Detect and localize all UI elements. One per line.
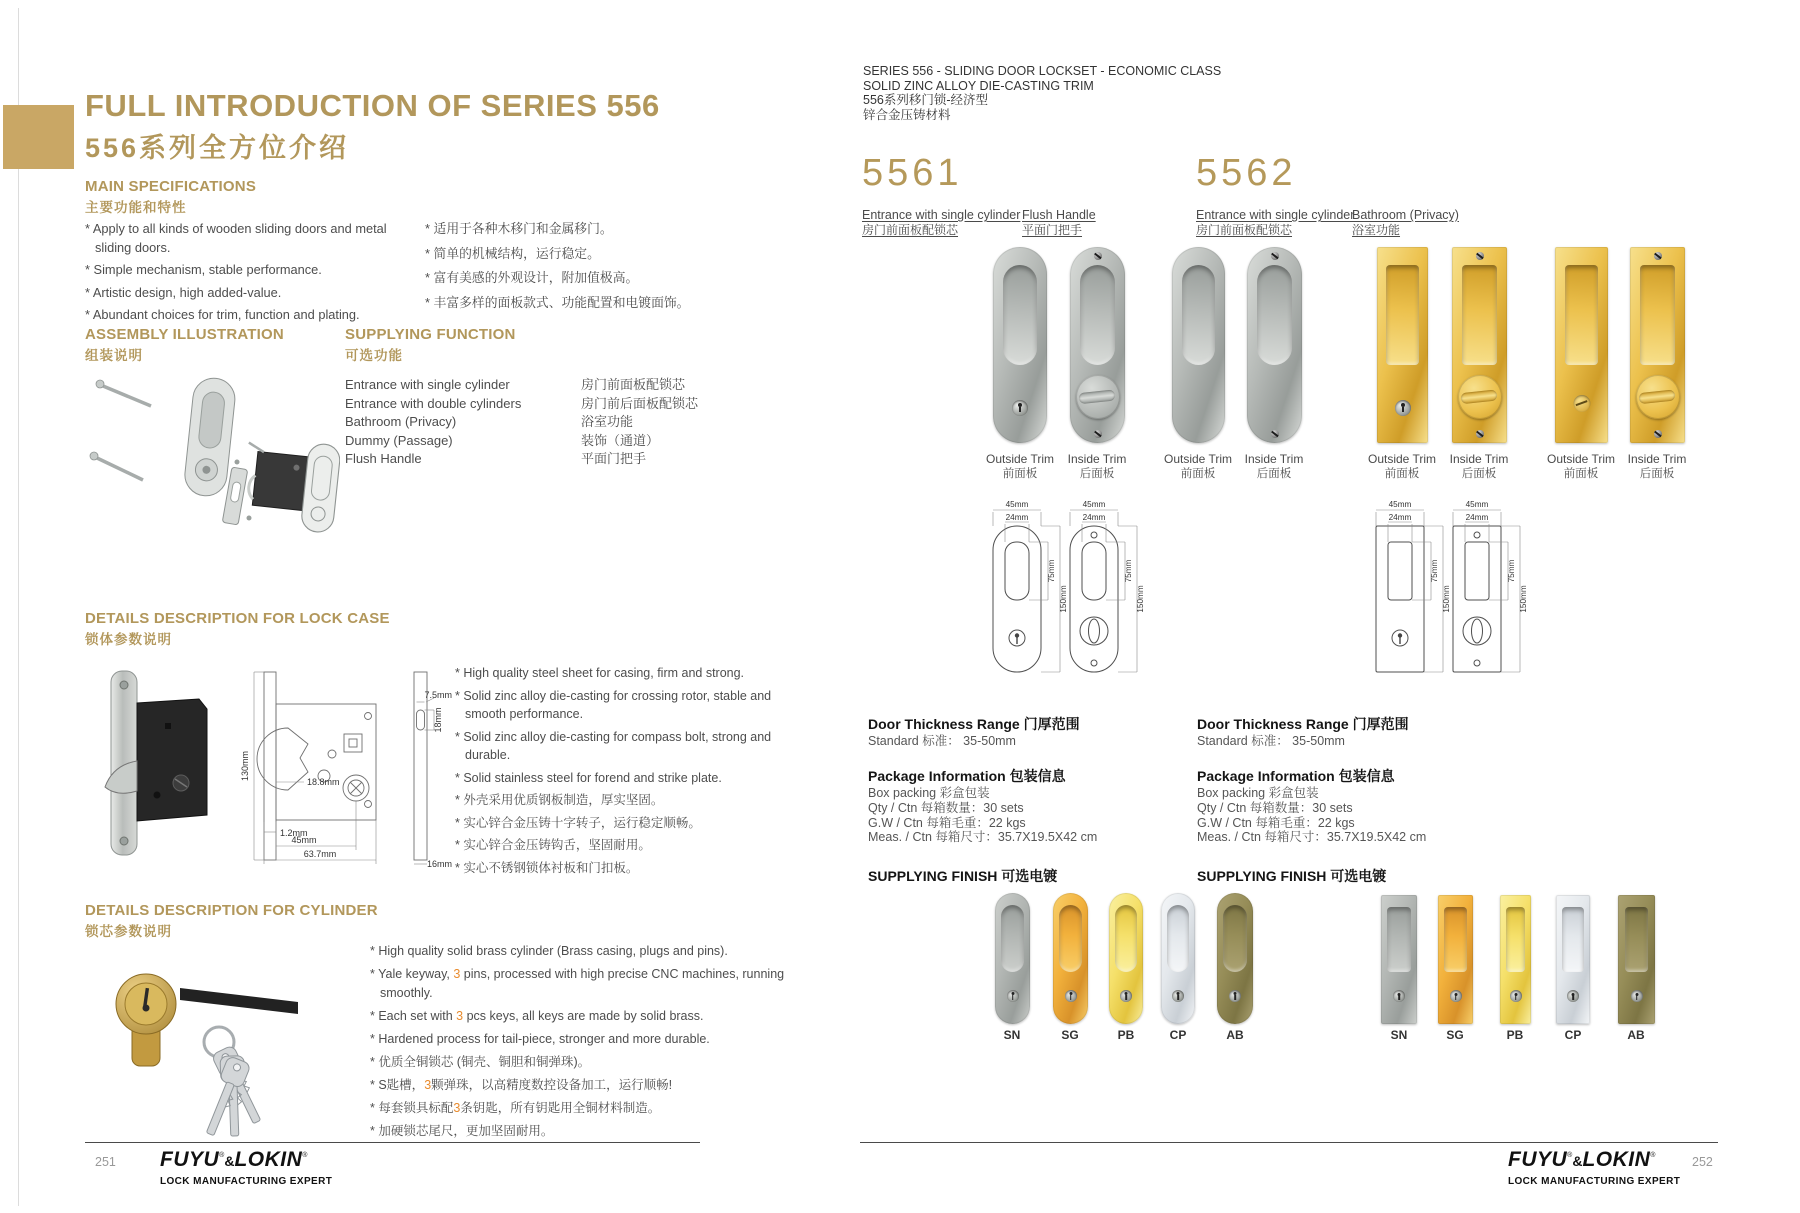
keyhole-icon <box>1120 990 1132 1002</box>
recess <box>1001 905 1023 972</box>
page-number: 251 <box>95 1155 116 1169</box>
series-header-line: 556系列移门锁-经济型 <box>863 93 989 108</box>
screw-icon <box>1476 430 1484 438</box>
finish-code: SG <box>1446 1028 1464 1042</box>
dim-label: 150mm <box>1136 585 1145 613</box>
finish-code: SN <box>1390 1028 1408 1042</box>
trim-photo-inside-flush <box>1247 247 1302 443</box>
spec-bullet: * 丰富多样的面板款式、功能配置和电镀面饰。 <box>425 294 690 310</box>
page-number: 252 <box>1692 1155 1713 1169</box>
page-title-cn: 556系列全方位介绍 <box>85 133 350 163</box>
keyhole-icon <box>1393 990 1405 1002</box>
finish-code: PB <box>1117 1028 1135 1042</box>
cylinder-bullet: * High quality solid brass cylinder (Brass casing, plugs and pins). <box>370 944 728 958</box>
trim-photo-outside-entrance-gold <box>1377 247 1428 443</box>
finish-swatch-cp <box>1161 893 1195 1024</box>
recess <box>1462 265 1497 365</box>
trim-photo-outside-entrance <box>993 247 1047 443</box>
function-en: Flush Handle <box>345 451 422 467</box>
product-group-title: Flush Handle 平面门把手 <box>1022 208 1096 237</box>
keyhole-icon <box>1012 400 1028 416</box>
dim-label: 45mm <box>291 835 317 845</box>
thumbturn-icon <box>1636 375 1680 419</box>
main-specifications-heading-cn: 主要功能和特性 <box>85 200 187 215</box>
screw-icon <box>1094 430 1102 438</box>
function-en: Entrance with double cylinders <box>345 395 522 411</box>
function-en: Entrance with single cylinder <box>345 377 510 392</box>
thumbturn-icon <box>1076 375 1120 419</box>
registered-icon: ® <box>1567 1152 1573 1159</box>
finish-code: AB <box>1627 1028 1645 1042</box>
lock-case-bullet: * 实心锌合金压铸十字转子，运行稳定顺畅。 <box>455 815 701 830</box>
function-cn: 平面门把手 <box>581 451 647 467</box>
trim-photo-inside-bathroom-gold <box>1630 247 1685 443</box>
package-info-heading: Package Information 包装信息 <box>868 768 1066 784</box>
door-thickness-value: Standard 标准： 35-50mm <box>868 734 1016 748</box>
trim-label: Outside Trim 前面板 <box>1163 452 1232 480</box>
dimension-drawing-5561 <box>985 498 1155 683</box>
trim-label: Outside Trim 前面板 <box>1546 452 1615 480</box>
footer-rule <box>85 1142 700 1143</box>
trim-photo-inside-entrance-gold <box>1452 247 1507 443</box>
model-code-5562: 5562 <box>1196 152 1297 194</box>
recess <box>1565 265 1599 365</box>
finish-swatch-sg <box>1053 893 1088 1024</box>
cylinder-photo <box>88 938 358 1148</box>
keyhole-icon <box>1065 990 1077 1002</box>
finish-swatch-sg-rect <box>1438 895 1473 1024</box>
spec-bullet: * 富有美感的外观设计，附加值极高。 <box>425 270 639 285</box>
brand-logo <box>1508 1146 1680 1192</box>
cylinder-heading-cn: 锁芯参数说明 <box>85 924 172 939</box>
finish-swatch-ab-rect <box>1618 895 1655 1024</box>
keyhole-icon <box>1510 990 1522 1002</box>
supplying-function-heading-cn: 可选功能 <box>345 348 403 363</box>
trim-label: Inside Trim 后面板 <box>1244 452 1304 480</box>
registered-icon: ® <box>1650 1152 1656 1159</box>
dim-label: 18mm <box>433 707 443 733</box>
trim-label: Inside Trim 后面板 <box>1627 452 1687 480</box>
recess <box>1059 905 1081 972</box>
logo-part-1: FUYU <box>1508 1148 1568 1171</box>
screw-icon <box>1271 430 1279 438</box>
brand-logo <box>160 1146 332 1192</box>
spec-bullet: * Abundant choices for trim, function and plating. <box>85 307 360 322</box>
lock-case-bullet: * Solid zinc alloy die-casting for crossing rotor, stable and smooth performance. <box>455 688 772 721</box>
recess <box>1115 905 1137 972</box>
recess <box>1444 907 1466 973</box>
function-cn: 房门前面板配锁芯 <box>581 377 686 392</box>
recess <box>1182 265 1216 365</box>
spec-bullet: * Artistic design, high added-value. <box>85 284 282 300</box>
emergency-release-icon <box>1573 395 1590 412</box>
cylinder-heading: DETAILS DESCRIPTION FOR CYLINDER <box>85 902 378 919</box>
lock-case-heading-cn: 锁体参数说明 <box>85 632 172 647</box>
finish-swatch-pb-rect <box>1500 895 1531 1024</box>
logo-ampersand: & <box>1572 1153 1583 1169</box>
function-en: Bathroom (Privacy) <box>345 414 457 430</box>
dim-label: 45mm <box>1388 500 1412 509</box>
package-info-heading: Package Information 包装信息 <box>1197 768 1395 784</box>
spec-bullet: * Apply to all kinds of wooden sliding doors and metal sliding doors. <box>85 221 387 255</box>
finish-code: CP <box>1564 1028 1582 1042</box>
trim-photo-inside-entrance <box>1070 247 1125 443</box>
cylinder-bullets <box>370 942 815 1145</box>
function-row <box>345 376 795 395</box>
series-header <box>863 64 1221 122</box>
lock-case-heading: DETAILS DESCRIPTION FOR LOCK CASE <box>85 610 390 627</box>
trim-label: Outside Trim 前面板 <box>985 452 1054 480</box>
trim-label: Outside Trim 前面板 <box>1367 452 1436 480</box>
recess <box>1640 265 1675 365</box>
finish-swatch-cp-rect <box>1556 895 1590 1024</box>
trim-photo-outside-bathroom-gold <box>1555 247 1608 443</box>
finish-code: AB <box>1226 1028 1244 1042</box>
function-row <box>345 450 795 469</box>
dim-label: 45mm <box>1005 500 1029 509</box>
dim-label: 18.8mm <box>307 777 340 787</box>
recess <box>1386 265 1419 365</box>
dim-label: 24mm <box>1388 513 1412 522</box>
supplying-function-heading: SUPPLYING FUNCTION <box>345 326 516 343</box>
finish-swatch-ab <box>1217 893 1253 1024</box>
function-row <box>345 395 795 414</box>
cylinder-bullet: * Yale keyway, 3 pins, processed with high precise CNC machines, running smoothly. <box>370 967 785 1000</box>
assembly-illustration <box>85 366 340 544</box>
finish-code: PB <box>1506 1028 1524 1042</box>
lock-case-bullet: * 实心锌合金压铸钩舌，坚固耐用。 <box>455 838 651 852</box>
dim-label: 75mm <box>1047 559 1056 583</box>
door-thickness-heading: Door Thickness Range 门厚范围 <box>868 716 1080 732</box>
thumbturn-icon <box>1458 375 1502 419</box>
dim-label: 24mm <box>1082 513 1106 522</box>
lock-case-bullets <box>455 664 803 881</box>
supplying-finish-heading: SUPPLYING FINISH 可选电镀 <box>868 868 1058 884</box>
registered-icon: ® <box>219 1152 225 1159</box>
supplying-function-table <box>345 376 795 469</box>
keyhole-icon <box>1229 990 1241 1002</box>
cylinder-bullet: * Each set with 3 pcs keys, all keys are made by solid brass. <box>370 1009 704 1023</box>
spec-bullet: * 简单的机械结构，运行稳定。 <box>425 245 600 261</box>
recess <box>1080 265 1115 365</box>
recess <box>1257 265 1292 365</box>
lock-case-bullet: * Solid zinc alloy die-casting for compass bolt, strong and durable. <box>455 729 772 762</box>
dim-label: 24mm <box>1465 513 1489 522</box>
dimension-drawing-5562 <box>1368 498 1538 683</box>
lock-case-bullet: * 实心不锈钢锁体衬板和门扣板。 <box>455 860 639 875</box>
lock-case-drawing <box>228 658 453 873</box>
recess <box>1625 907 1649 973</box>
keyhole-icon <box>1007 990 1019 1002</box>
cylinder-bullet: * Hardened process for tail-piece, stronger and more durable. <box>370 1032 710 1046</box>
assembly-heading-cn: 组装说明 <box>85 348 143 363</box>
screw-icon <box>1654 430 1662 438</box>
finish-code: SN <box>1003 1028 1021 1042</box>
function-cn: 装饰（通道） <box>581 432 660 448</box>
logo-part-1: FUYU <box>160 1148 220 1171</box>
assembly-heading: ASSEMBLY ILLUSTRATION <box>85 326 284 343</box>
recess <box>1506 907 1526 973</box>
dim-label: 16mm <box>426 859 452 869</box>
screw-icon <box>1476 252 1484 260</box>
supplying-finish-heading: SUPPLYING FINISH 可选电镀 <box>1197 868 1387 884</box>
recess <box>1387 907 1410 973</box>
logo-tagline: LOCK MANUFACTURING EXPERT <box>1508 1176 1681 1187</box>
series-header-line: SOLID ZINC ALLOY DIE-CASTING TRIM <box>863 78 1094 93</box>
cylinder-bullet: * 优质全铜锁芯 (铜壳、铜胆和铜弹珠)。 <box>370 1055 591 1069</box>
finish-code: SG <box>1061 1028 1079 1042</box>
logo-ampersand: & <box>224 1153 235 1169</box>
product-group-title: Bathroom (Privacy) 浴室功能 <box>1352 208 1459 237</box>
spec-bullet: * 适用于各种木移门和金属移门。 <box>425 221 613 236</box>
keyhole-icon <box>1395 400 1411 416</box>
finish-swatch-sn-rect <box>1381 895 1417 1024</box>
dim-label: 45mm <box>1465 500 1489 509</box>
dim-label: 24mm <box>1005 513 1029 522</box>
screw-icon <box>1271 252 1279 260</box>
logo-part-2: LOKIN <box>234 1148 303 1171</box>
dim-label: 75mm <box>1124 559 1133 583</box>
recess <box>1167 905 1189 972</box>
main-specs-bullets-cn <box>425 220 755 316</box>
function-row <box>345 413 795 432</box>
main-specifications-heading: MAIN SPECIFICATIONS <box>85 178 257 195</box>
cylinder-bullet: * 加硬锁芯尾尺，更加坚固耐用。 <box>370 1124 554 1138</box>
cylinder-bullet: * 每套锁具标配3条钥匙，所有钥匙用全铜材料制造。 <box>370 1101 661 1115</box>
dim-label: 75mm <box>1430 559 1439 583</box>
door-thickness-value: Standard 标准： 35-50mm <box>1197 734 1345 748</box>
screw-icon <box>1094 252 1102 260</box>
finish-code: CP <box>1169 1028 1187 1042</box>
keyhole-icon <box>1172 990 1184 1002</box>
logo-tagline: LOCK MANUFACTURING EXPERT <box>160 1176 333 1187</box>
registered-icon: ® <box>302 1152 308 1159</box>
package-info-lines: Box packing 彩盒包装 Qty / Ctn 每箱数量：30 sets G.W / Ctn 每箱毛重：22 kgs Meas. / Ctn 每箱尺寸：35.7X19.5X42 cm <box>868 786 1098 845</box>
function-cn: 房门前后面板配锁芯 <box>581 395 699 411</box>
recess <box>1562 907 1584 973</box>
function-en: Dummy (Passage) <box>345 432 453 448</box>
dim-label: 7.5mm <box>424 690 452 700</box>
main-specs-bullets-en <box>85 220 400 329</box>
lock-case-bullet: * 外壳采用优质钢板制造，厚实坚固。 <box>455 793 664 807</box>
series-header-line: SERIES 556 - SLIDING DOOR LOCKSET - ECONOMIC CLASS <box>863 64 1222 78</box>
dim-label: 150mm <box>1059 585 1068 613</box>
function-cn: 浴室功能 <box>581 414 634 430</box>
trim-label: Inside Trim 后面板 <box>1449 452 1509 480</box>
keyhole-icon <box>1567 990 1579 1002</box>
package-info-lines: Box packing 彩盒包装 Qty / Ctn 每箱数量：30 sets G.W / Ctn 每箱毛重：22 kgs Meas. / Ctn 每箱尺寸：35.7X19.5X42 cm <box>1197 786 1427 845</box>
door-thickness-heading: Door Thickness Range 门厚范围 <box>1197 716 1409 732</box>
series-header-line: 锌合金压铸材料 <box>863 107 951 122</box>
spec-bullet: * Simple mechanism, stable performance. <box>85 262 322 277</box>
dim-label: 150mm <box>1442 585 1451 613</box>
lock-case-photo <box>95 665 225 863</box>
page-title: FULL INTRODUCTION OF SERIES 556 <box>85 88 660 123</box>
dim-label: 1.2mm <box>280 828 308 838</box>
trim-photo-outside-flush <box>1172 247 1225 443</box>
recess <box>1223 905 1246 972</box>
dim-label: 130mm <box>240 750 250 782</box>
dim-label: 150mm <box>1519 585 1528 613</box>
finish-swatch-pb <box>1109 893 1143 1024</box>
product-group-title: Entrance with single cylinder 房门前面板配锁芯 <box>862 208 1021 237</box>
cylinder-bullet: * S匙槽，3颗弹珠，以高精度数控设备加工，运行顺畅! <box>370 1078 673 1092</box>
dim-label: 75mm <box>1507 559 1516 583</box>
gold-accent-block <box>3 105 74 169</box>
keyhole-icon <box>1450 990 1462 1002</box>
product-group-title: Entrance with single cylinder 房门前面板配锁芯 <box>1196 208 1355 237</box>
function-row <box>345 432 795 451</box>
model-code-5561: 5561 <box>862 152 963 194</box>
lock-case-bullet: * High quality steel sheet for casing, firm and strong. <box>455 666 745 680</box>
dim-label: 45mm <box>1082 500 1106 509</box>
dim-label: 63.7mm <box>303 849 337 859</box>
recess <box>1003 265 1038 365</box>
footer-rule <box>860 1142 1718 1143</box>
screw-icon <box>1654 252 1662 260</box>
logo-part-2: LOKIN <box>1582 1148 1651 1171</box>
keyhole-icon <box>1631 990 1643 1002</box>
lock-case-bullet: * Solid stainless steel for forend and strike plate. <box>455 770 722 785</box>
trim-label: Inside Trim 后面板 <box>1067 452 1127 480</box>
finish-swatch-sn <box>995 893 1030 1024</box>
page-edge-line <box>18 8 19 1206</box>
